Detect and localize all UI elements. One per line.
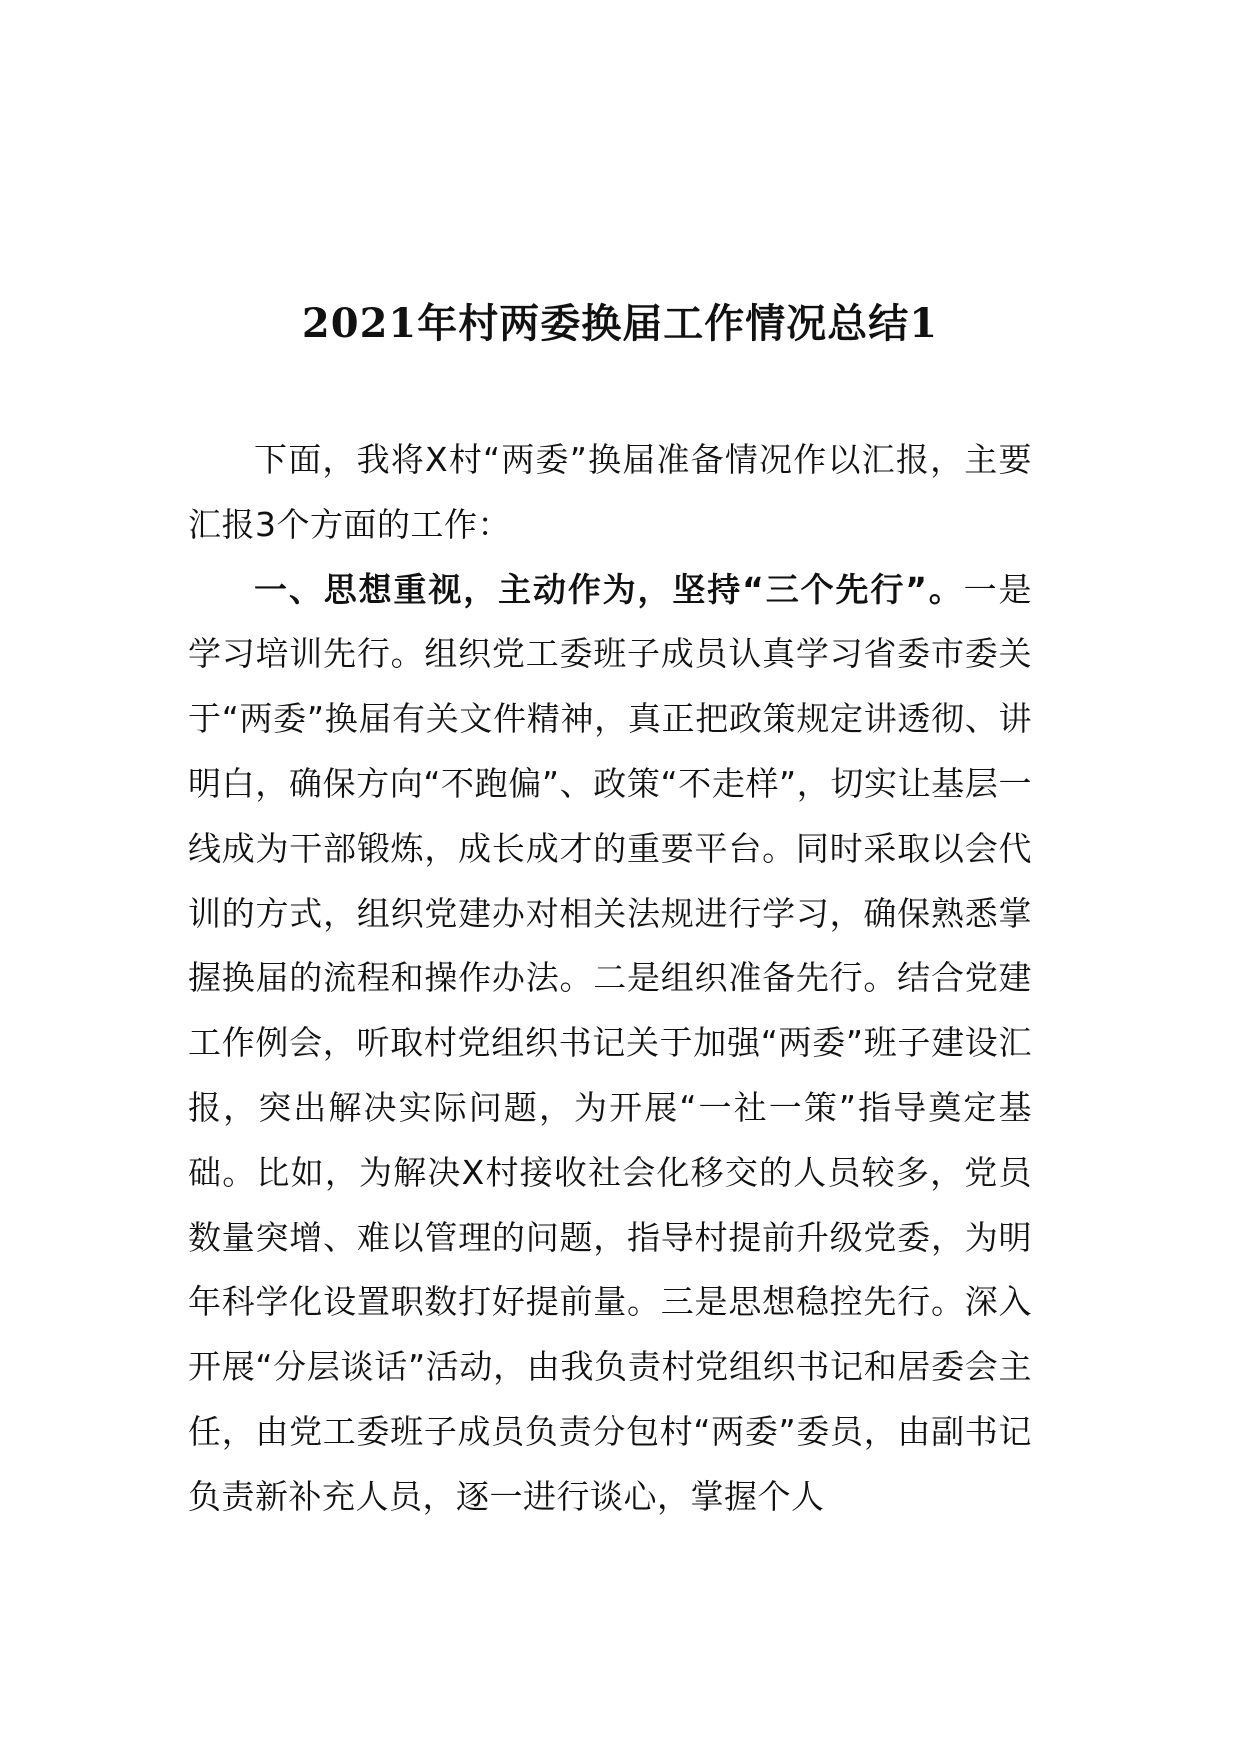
intro-paragraph: 下面，我将X村“两委”换届准备情况作以汇报，主要汇报3个方面的工作： (188, 440, 1032, 544)
document-title: 2021年村两委换届工作情况总结1 (301, 300, 939, 347)
document-body (188, 428, 1032, 1530)
section-1-paragraph (188, 558, 1032, 1530)
section-1-heading: 一、思想重视，主动作为，坚持“三个先行”。 (254, 569, 964, 609)
section-1-text: 一是学习培训先行。组织党工委班子成员认真学习省委市委关于“两委”换届有关文件精神，真正把政策规定讲透彻、讲明白，确保方向“不跑偏”、政策“不走样”，切实让基层一线成为干部锻炼，成长成才的重要平台。同时采取以会代训的方式，组织党建办对相关法规进行学习，确保熟悉掌握换届的流程和操作办法。二是组织准备先行。结合党建工作例会，听取村党组织书记关于加强“两委”班子建设汇报，突出解决实际问题，为开展“一社一策”指导奠定基础。比如，为解决X村接收社会化移交的人员较多，党员数量突增、难以管理的问题，指导村提前升级党委，为明年科学化设置职数打好提前量。三是思想稳控先行。深入开展“分层谈话”活动，由我负责村党组织书记和居委会主任，由党工委班子成员负责分包村“两委”委员，由副书记负责新补充人员，逐一进行谈心，掌握个人 (188, 569, 1032, 1516)
